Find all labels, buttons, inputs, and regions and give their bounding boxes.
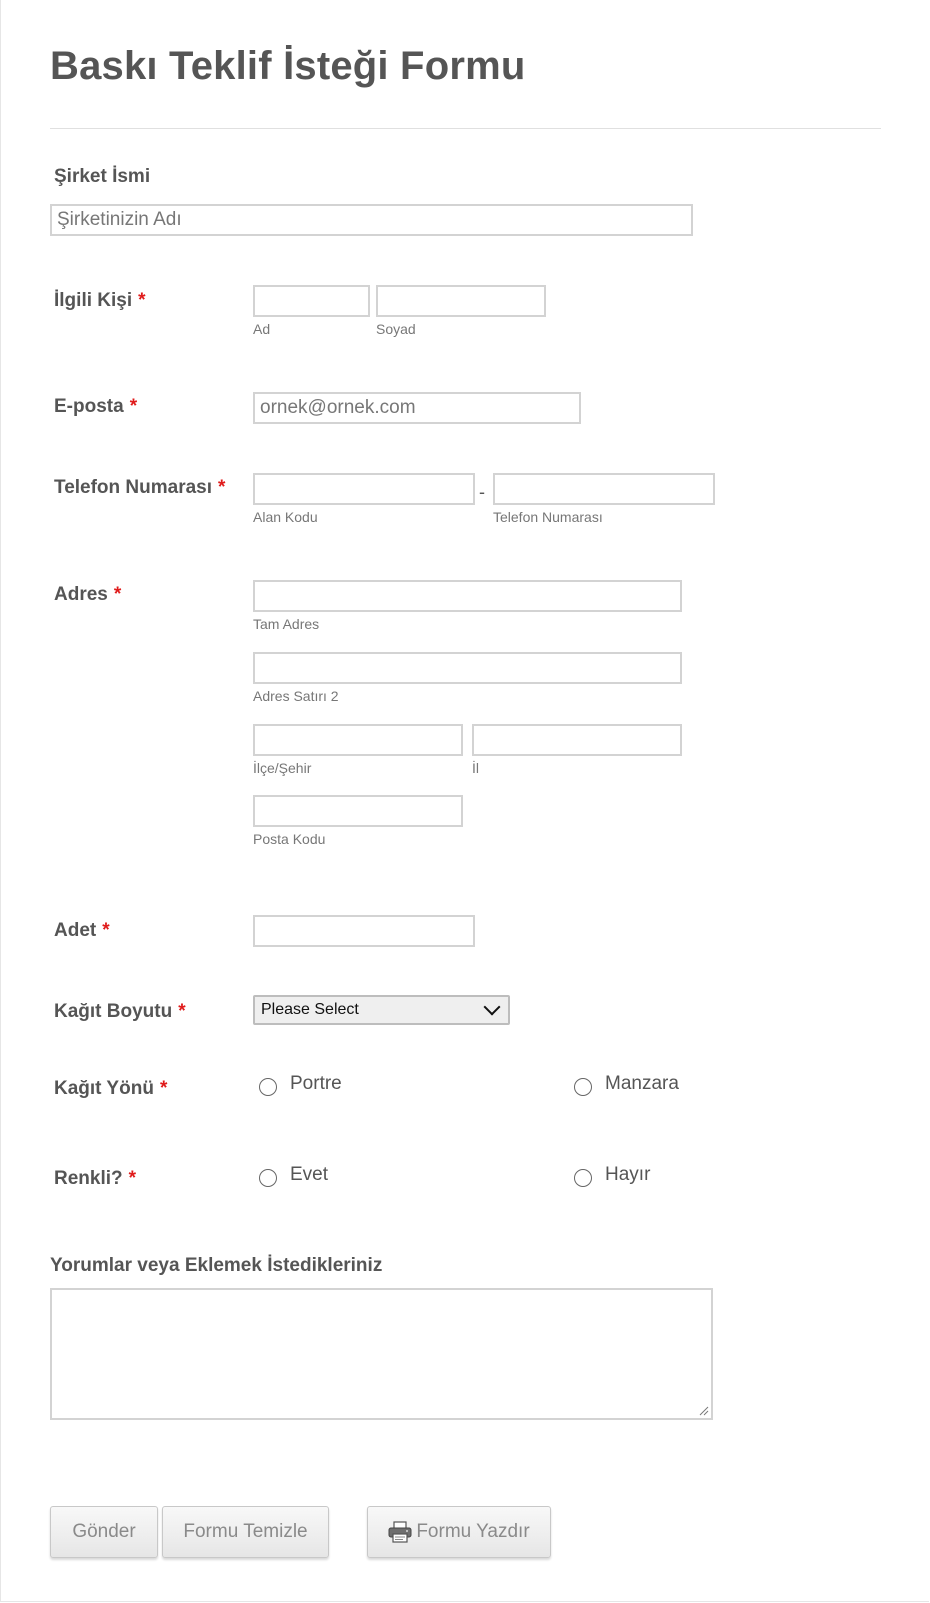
- required-mark: *: [102, 920, 110, 941]
- phone-separator: -: [479, 482, 485, 502]
- color-yes-label[interactable]: Evet: [290, 1164, 329, 1185]
- contact-label: İlgili Kişi *: [54, 290, 146, 311]
- quantity-input[interactable]: [253, 915, 475, 947]
- address-label: Adres *: [54, 584, 122, 605]
- paper-size-selected: Please Select: [261, 1001, 359, 1018]
- print-button[interactable]: [367, 1506, 551, 1558]
- reset-button[interactable]: [162, 1506, 329, 1558]
- comments-label: Yorumlar veya Eklemek İstedikleriniz: [50, 1255, 383, 1276]
- color-no-label[interactable]: Hayır: [605, 1164, 651, 1185]
- comments-textarea[interactable]: [50, 1288, 713, 1420]
- zip-code-input[interactable]: [253, 795, 463, 827]
- chevron-down-icon: [484, 999, 501, 1016]
- company-label: Şirket İsmi: [54, 166, 151, 187]
- phone-label: Telefon Numarası *: [54, 477, 226, 498]
- company-name-input[interactable]: [50, 204, 693, 236]
- title-divider: [50, 128, 881, 129]
- required-mark: *: [129, 396, 138, 417]
- orientation-label: Kağıt Yönü *: [54, 1078, 168, 1099]
- color-label: Renkli? *: [54, 1168, 137, 1189]
- last-name-input[interactable]: [376, 285, 546, 317]
- email-label: E-posta *: [54, 396, 138, 417]
- state-input[interactable]: [472, 724, 682, 756]
- orientation-landscape-radio[interactable]: [574, 1078, 592, 1096]
- orientation-landscape-label[interactable]: Manzara: [605, 1073, 679, 1094]
- submit-button-label: Gönder: [72, 1521, 136, 1542]
- resize-grip-icon[interactable]: [699, 1406, 709, 1416]
- street-address-2-input[interactable]: [253, 652, 682, 684]
- form-title: Baskı Teklif İsteği Formu: [50, 44, 526, 88]
- street-address-sublabel: Tam Adres: [253, 616, 320, 632]
- street-address-2-sublabel: Adres Satırı 2: [253, 688, 339, 704]
- zip-code-sublabel: Posta Kodu: [253, 831, 326, 847]
- printer-icon: [388, 1521, 412, 1543]
- required-mark: *: [113, 584, 122, 605]
- area-code-input[interactable]: [253, 473, 475, 505]
- city-input[interactable]: [253, 724, 463, 756]
- first-name-sublabel: Ad: [253, 321, 271, 337]
- print-button-label: Formu Yazdır: [416, 1521, 530, 1542]
- submit-button[interactable]: [50, 1506, 158, 1558]
- first-name-input[interactable]: [253, 285, 370, 317]
- last-name-sublabel: Soyad: [376, 321, 416, 337]
- street-address-input[interactable]: [253, 580, 682, 612]
- reset-button-label: Formu Temizle: [183, 1521, 308, 1542]
- color-no-radio[interactable]: [574, 1169, 592, 1187]
- required-mark: *: [128, 1168, 137, 1189]
- area-code-sublabel: Alan Kodu: [253, 509, 318, 525]
- required-mark: *: [138, 290, 146, 311]
- phone-number-sublabel: Telefon Numarası: [493, 509, 603, 525]
- orientation-portrait-label[interactable]: Portre: [290, 1073, 342, 1094]
- quantity-label: Adet *: [54, 920, 110, 941]
- state-sublabel: İl: [472, 760, 479, 776]
- email-input[interactable]: [253, 392, 581, 424]
- city-sublabel: İlçe/Şehir: [253, 760, 312, 776]
- paper-size-label: Kağıt Boyutu *: [54, 1001, 186, 1022]
- required-mark: *: [218, 477, 226, 498]
- color-yes-radio[interactable]: [259, 1169, 277, 1187]
- orientation-portrait-radio[interactable]: [259, 1078, 277, 1096]
- required-mark: *: [178, 1001, 186, 1022]
- required-mark: *: [159, 1078, 168, 1099]
- phone-number-input[interactable]: [493, 473, 715, 505]
- paper-size-select[interactable]: [253, 995, 510, 1025]
